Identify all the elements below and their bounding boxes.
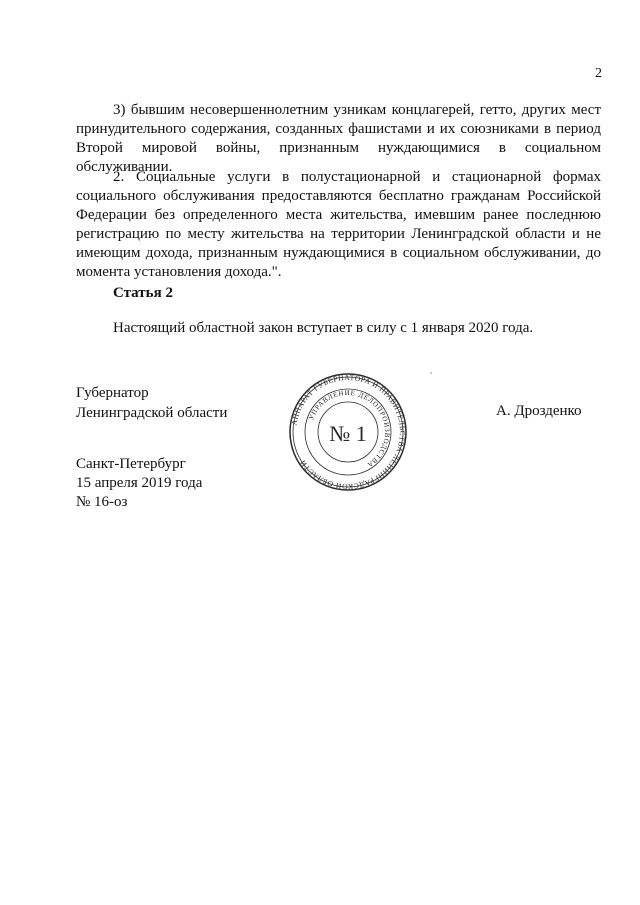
paragraph-text: 3) бывшим несовершеннолетним узникам концлагерей, гетто, других мест принудительного содержания, созданных фашистами и их союзниками в период Второй мировой войны, признанным нуждающимися в социальном обслуживании. [76,102,601,175]
stamp-outer-text: АППАРАТ ГУБЕРНАТОРА И ПРАВИТЕЛЬСТВА ЛЕНИНГРАДСКОЙ ОБЛАСТИ [289,372,408,492]
paragraph-text: 2. Социальные услуги в полустационарной и стационарной формах социального обслуживания предоставляются бесплатно гражданам Российской Федерации без определенного места жительства, имевшим ранее последнюю регистрацию по месту жительства на территории Ленинградской области и не имеющим дохода, признанным нуждающимися в социальном обслуживании, до момента установления дохода.". [76,169,601,280]
official-stamp [283,372,413,492]
signing-city: Санкт-Петербург [76,456,186,472]
law-number: № 16-оз [76,494,128,510]
article-heading: Статья 2 [113,285,173,301]
stamp-seal-icon [283,372,413,492]
signature-title-line2: Ленинградской области [76,405,228,421]
article-text: Настоящий областной закон вступает в силу с 1 января 2020 года. [113,320,534,336]
signatory-name: А. Дрозденко [496,403,582,419]
signing-date: 15 апреля 2019 года [76,475,203,491]
signature-title-line1: Губернатор [76,385,149,401]
signature-title [76,383,227,423]
paragraph-point-2 [76,168,601,282]
stamp-center-number: № 1 [329,421,367,446]
scan-speck [430,372,432,374]
page-number: 2 [595,66,602,81]
paragraph-item-3 [76,101,601,177]
stamp-inner-text: УПРАВЛЕНИЕ ДЕЛОПРОИЗВОДСТВА [307,388,392,470]
place-date-block [76,455,202,512]
